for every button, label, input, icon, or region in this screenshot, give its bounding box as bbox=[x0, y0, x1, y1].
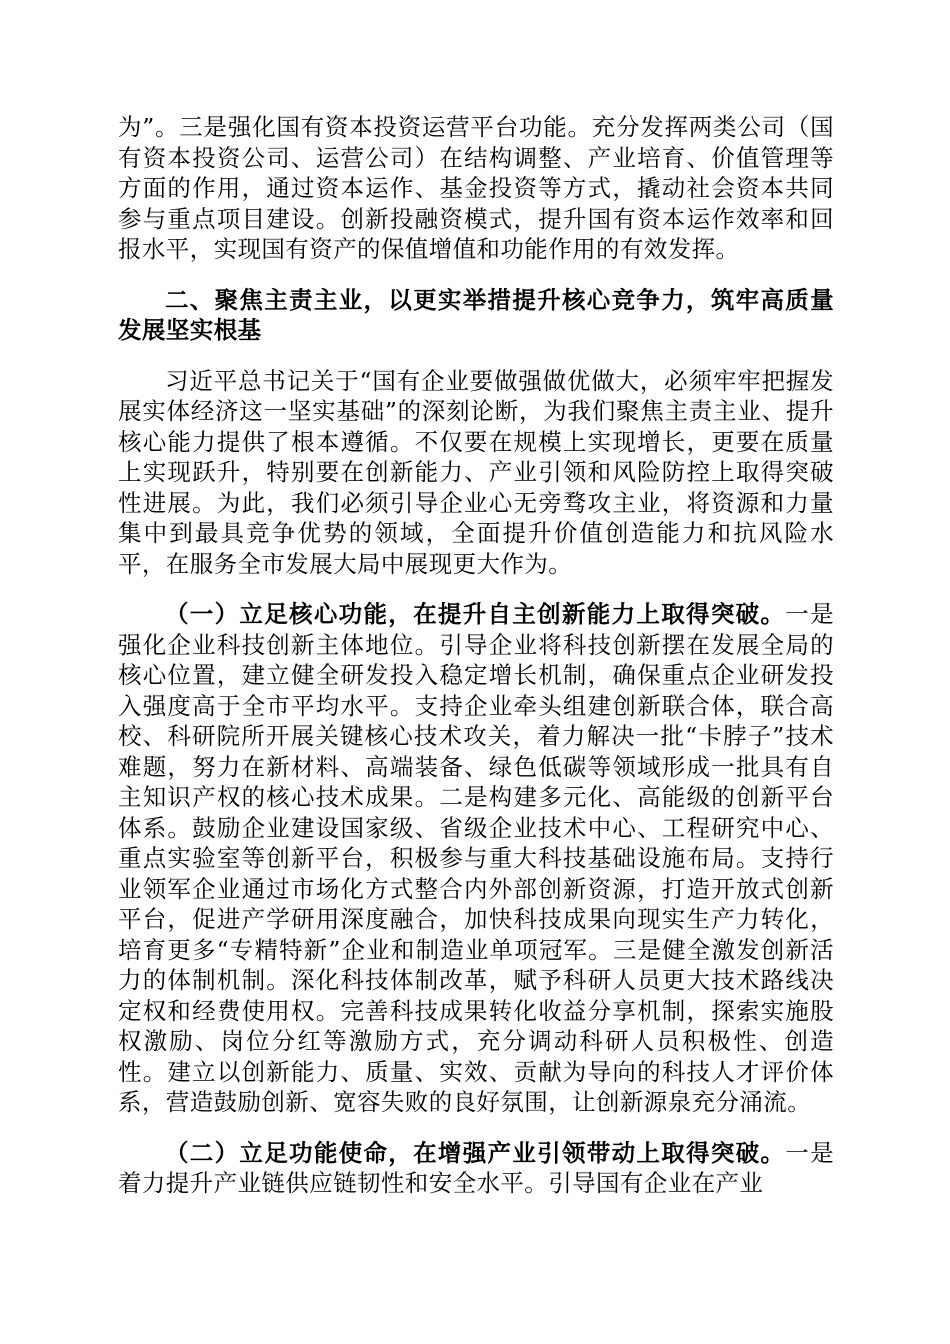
subsection-2-body: 一是着力提升产业链供应链韧性和安全水平。引导国有企业在产业 bbox=[118, 1138, 834, 1197]
subsection-2-lead: （二）立足功能使命，在增强产业引领带动上取得突破。 bbox=[165, 1138, 786, 1167]
document-page bbox=[118, 112, 834, 1219]
subsection-1-lead: （一）立足核心功能，在提升自主创新能力上取得突破。 bbox=[165, 600, 786, 628]
section-intro-paragraph: 习近平总书记关于“国有企业要做强做优做大，必须牢牢把握发展实体经济这一坚实基础”的深刻论断，为我们聚焦主责主业、提升核心能力提供了根本遵循。不仅要在规模上实现增长，更要在质量上实现跃升，特别要在创新能力、产业引领和风险防控上取得突破性进展。为此，我们必须引导企业心无旁骛攻主业，将资源和力量集中到最具竞争优势的领域，全面提升价值创造能力和抗风险水平，在服务全市发展大局中展现更大作为。 bbox=[118, 366, 834, 578]
paragraph-continuation: 为”。三是强化国有资本投资运营平台功能。充分发挥两类公司（国有资本投资公司、运营公司）在结构调整、产业培育、价值管理等方面的作用，通过资本运作、基金投资等方式，撬动社会资本共同参与重点项目建设。创新投融资模式，提升国有资本运作效率和回报水平，实现国有资产的保值增值和功能作用的有效发挥。 bbox=[118, 113, 834, 263]
section-heading: 二、聚焦主责主业，以更实举措提升核心竞争力，筑牢高质量发展坚实根基 bbox=[118, 285, 834, 344]
subsection-1-body: 一是强化企业科技创新主体地位。引导企业将科技创新摆在发展全局的核心位置，建立健全研发投入稳定增长机制，确保重点企业研发投入强度高于全市平均水平。支持企业牵头组建创新联合体，联合高校、科研院所开展关键核心技术攻关，着力解决一批“卡脖子”技术难题，努力在新材料、高端装备、绿色低碳等领域形成一批具有自主知识产权的核心技术成果。二是构建多元化、高能级的创新平台体系。鼓励企业建设国家级、省级企业技术中心、工程研究中心、重点实验室等创新平台，积极参与重大科技基础设施布局。支持行业领军企业通过市场化方式整合内外部创新资源，打造开放式创新平台，促进产学研用深度融合，加快科技成果向现实生产力转化，培育更多“专精特新”企业和制造业单项冠军。三是健全激发创新活力的体制机制。深化科技体制改革，赋予科研人员更大技术路线决定权和经费使用权。完善科技成果转化收益分享机制，探索实施股权激励、岗位分红等激励方式，充分调动科研人员积极性、创造性。建立以创新能力、质量、实效、贡献为导向的科技人才评价体系，营造鼓励创新、宽容失败的良好氛围，让创新源泉充分涌流。 bbox=[118, 600, 834, 1116]
subsection-2-paragraph bbox=[118, 1138, 834, 1199]
subsection-1-paragraph bbox=[118, 599, 834, 1118]
